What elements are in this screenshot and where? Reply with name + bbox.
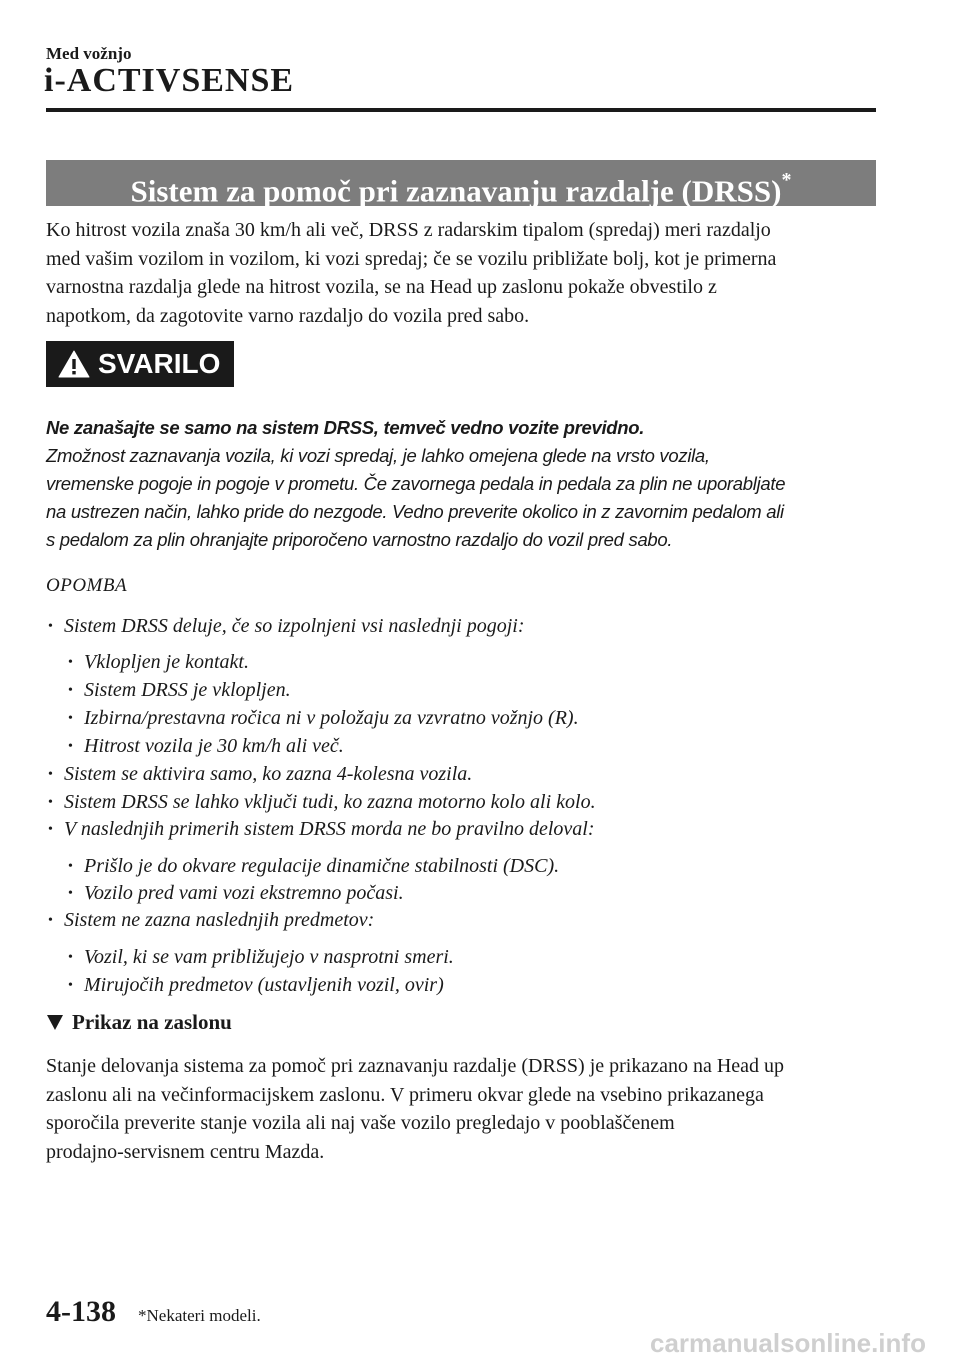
intro-line: varnostna razdalja glede na hitrost vozila, se na Head up zaslonu pokaže obvestilo z (46, 276, 717, 298)
note-item: • V naslednjih primerih sistem DRSS morda ne bo pravilno deloval: (48, 818, 595, 840)
watermark: carmanualsonline.info (650, 1328, 926, 1358)
note-subitem: • Mirujočih predmetov (ustavljenih vozil, ovir) (68, 974, 444, 996)
note-subitem: • Hitrost vozila je 30 km/h ali več. (68, 735, 344, 757)
intro-line: med vašim vozilom in vozilom, ki vozi spredaj; če se vozilu približate bolj, kot je primerna (46, 247, 777, 270)
triangle-down-icon (46, 1013, 64, 1031)
warning-triangle-icon (58, 350, 90, 378)
warning-line: na ustrezen način, lahko pride do nezgode. Vedno preverite okolico in z zavornim pedalom ali (46, 501, 784, 522)
warning-text (46, 414, 880, 554)
warning-label: SVARILO (98, 348, 221, 379)
display-paragraph (46, 1052, 878, 1166)
section-label: Med vožnjo (46, 44, 132, 63)
intro-line: napotkom, da zagotovite varno razdaljo do vozila pred sabo. (46, 304, 530, 327)
display-section-heading (46, 1010, 232, 1035)
note-item: • Sistem ne zazna naslednjih predmetov: (48, 909, 375, 931)
warning-line: Zmožnost zaznavanja vozila, ki vozi spredaj, je lahko omejena glede na vrsto vozila, (46, 445, 710, 466)
footnote: *Nekateri modeli. (138, 1306, 261, 1325)
note-item: • Sistem DRSS deluje, če so izpolnjeni vsi naslednji pogoji: (48, 615, 525, 637)
display-heading-text: Prikaz na zaslonu (72, 1010, 232, 1034)
intro-line: Ko hitrost vozila znaša 30 km/h ali več, DRSS z radarskim tipalom (spredaj) meri razdaljo (46, 219, 771, 241)
footnote-marker: * (781, 169, 792, 191)
note-item: • Sistem se aktivira samo, ko zazna 4-kolesna vozila. (48, 763, 473, 785)
note-title: OPOMBA (46, 575, 128, 596)
intro-paragraph (46, 216, 878, 330)
page-title (46, 160, 876, 209)
section-title: i-ACTIVSENSE (44, 62, 295, 99)
warning-line: s pedalom za plin ohranjajte priporočeno varnostno razdaljo do vozil pred sabo. (46, 529, 673, 550)
note-subitem: • Prišlo je do okvare regulacije dinamične stabilnosti (DSC). (68, 855, 560, 877)
note-subitem: • Vozil, ki se vam približujejo v nasprotni smeri. (68, 946, 454, 968)
page-title-text: Sistem za pomoč pri zaznavanju razdalje (DRSS) (130, 173, 782, 209)
warning-line: vremenske pogoje in pogoje v prometu. Če zavornega pedala in pedala za plin ne uporabljate (46, 473, 786, 494)
note-subitem: • Vklopljen je kontakt. (68, 651, 249, 673)
page-number: 4-138 (46, 1295, 116, 1328)
display-line: zaslonu ali na večinformacijskem zaslonu. V primeru okvar glede na vsebino prikazanega (46, 1083, 764, 1106)
warning-heading: Ne zanašajte se samo na sistem DRSS, temveč vedno vozite previdno. (46, 417, 645, 438)
note-subitem: • Vozilo pred vami vozi ekstremno počasi. (68, 882, 404, 904)
header-rule (46, 108, 876, 112)
warning-badge (46, 341, 234, 387)
display-line: prodajno-servisnem centru Mazda. (46, 1140, 325, 1163)
display-line: sporočila preverite stanje vozila ali naj vaše vozilo pregledajo v pooblaščenem (46, 1112, 675, 1134)
note-subitem: • Izbirna/prestavna ročica ni v položaju za vzvratno vožnjo (R). (68, 707, 579, 729)
display-line: Stanje delovanja sistema za pomoč pri zaznavanju razdalje (DRSS) je prikazano na Head up (46, 1055, 785, 1077)
note-item: • Sistem DRSS se lahko vključi tudi, ko zazna motorno kolo ali kolo. (48, 791, 596, 813)
note-subitem: • Sistem DRSS je vklopljen. (68, 679, 291, 701)
